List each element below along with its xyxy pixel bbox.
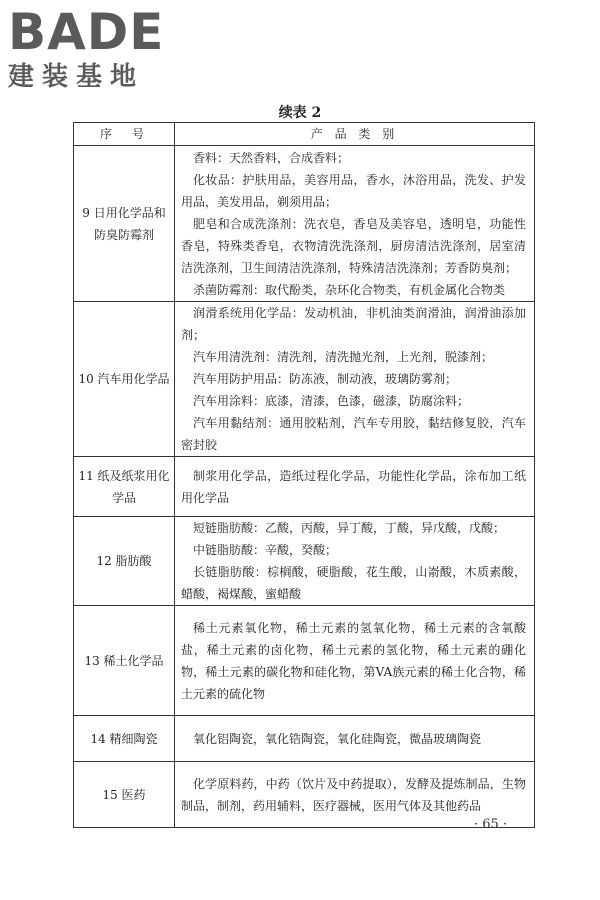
table-row: [74, 716, 535, 762]
table-row: [74, 606, 535, 716]
row-content: [175, 146, 535, 302]
page-number: · 65 ·: [474, 817, 508, 832]
row-line: 肥皂和合成洗涤剂：洗衣皂，香皂及美容皂，透明皂，功能性香皂，特殊类香皂，衣物清洗洗涤剂，厨房清洁洗涤剂，居室清洁洗涤剂，卫生间清洁洗涤剂，特殊清洁洗涤剂；芳香防臭剂；: [181, 216, 526, 275]
header-no: 序 号: [74, 123, 175, 146]
row-content: [175, 716, 535, 762]
row-content: [175, 457, 535, 517]
row-line: 化妆品：护肤用品，美容用品，香水，沐浴用品，洗发、护发用品，美发用品，剃须用品；: [181, 172, 526, 209]
row-line: 汽车用防护用品：防冻液，制动液，玻璃防雾剂；: [193, 372, 458, 386]
row-content: [175, 517, 535, 606]
row-line: 润滑系统用化学品：发动机油，非机油类润滑油，润滑油添加剂；: [181, 306, 526, 342]
row-line: 中链脂肪酸：辛酸，癸酸；: [193, 543, 338, 557]
table-row: [74, 146, 535, 302]
row-number: 11 纸及纸浆用化学品: [74, 457, 175, 517]
row-line: 稀土元素氧化物，稀土元素的氢氧化物，稀土元素的含氧酸盐，稀土元素的卤化物，稀土元素的氢化物，稀土元素的硼化物，稀土元素的碳化物和硅化物，第VA族元素的稀土化合物，稀土元素的硫化物: [181, 620, 526, 701]
logo-brand: BADE: [8, 3, 165, 61]
table-row: [74, 302, 535, 457]
bade-logo: [8, 3, 178, 94]
row-line: 汽车用涂料：底漆，清漆，色漆，磁漆，防腐涂料；: [193, 394, 470, 408]
row-number: 9 日用化学品和防臭防霉剂: [74, 146, 175, 302]
row-number: 10 汽车用化学品: [74, 302, 175, 457]
logo-subtitle: 建装基地: [8, 62, 145, 92]
row-line: 汽车用黏结剂：通用胶粘剂，汽车专用胶，黏结修复胶，汽车密封胶: [181, 416, 526, 452]
row-number: 14 精细陶瓷: [74, 716, 175, 762]
row-content: [175, 606, 535, 716]
row-line: 长链脂肪酸：棕榈酸，硬脂酸，花生酸，山嵛酸，木质素酸，蜡酸，褐煤酸，蜜蜡酸: [181, 565, 526, 601]
product-category-table: [73, 122, 535, 828]
row-number: 12 脂肪酸: [74, 517, 175, 606]
row-line: 香料：天然香料，合成香料；: [193, 150, 350, 165]
row-line: 化学原料药，中药（饮片及中药提取），发酵及提炼制品，生物制品，制剂，药用辅料，医疗器械，医用气体及其他药品: [181, 776, 526, 813]
row-number: 13 稀土化学品: [74, 606, 175, 716]
table-row: [74, 762, 535, 828]
row-line: 短链脂肪酸：乙酸，丙酸，异丁酸，丁酸，异戊酸，戊酸；: [193, 521, 506, 535]
table-row: [74, 457, 535, 517]
table-title: 续表 2: [278, 105, 322, 121]
row-content: [175, 302, 535, 457]
row-line: 汽车用清洗剂：清洗剂，清洗抛光剂，上光剂，脱漆剂；: [193, 350, 494, 364]
table-row: [74, 517, 535, 606]
row-line: 杀菌防霉剂：取代酚类，杂环化合物类，有机金属化合物类: [193, 282, 506, 297]
row-number: 15 医药: [74, 762, 175, 828]
table-header-row: [74, 123, 535, 146]
row-line: 氧化铝陶瓷，氧化锆陶瓷，氧化硅陶瓷，微晶玻璃陶瓷: [193, 731, 482, 746]
row-line: 制浆用化学品，造纸过程化学品，功能性化学品，涂布加工纸用化学品: [181, 468, 526, 505]
header-category: 产 品 类 别: [175, 123, 535, 146]
